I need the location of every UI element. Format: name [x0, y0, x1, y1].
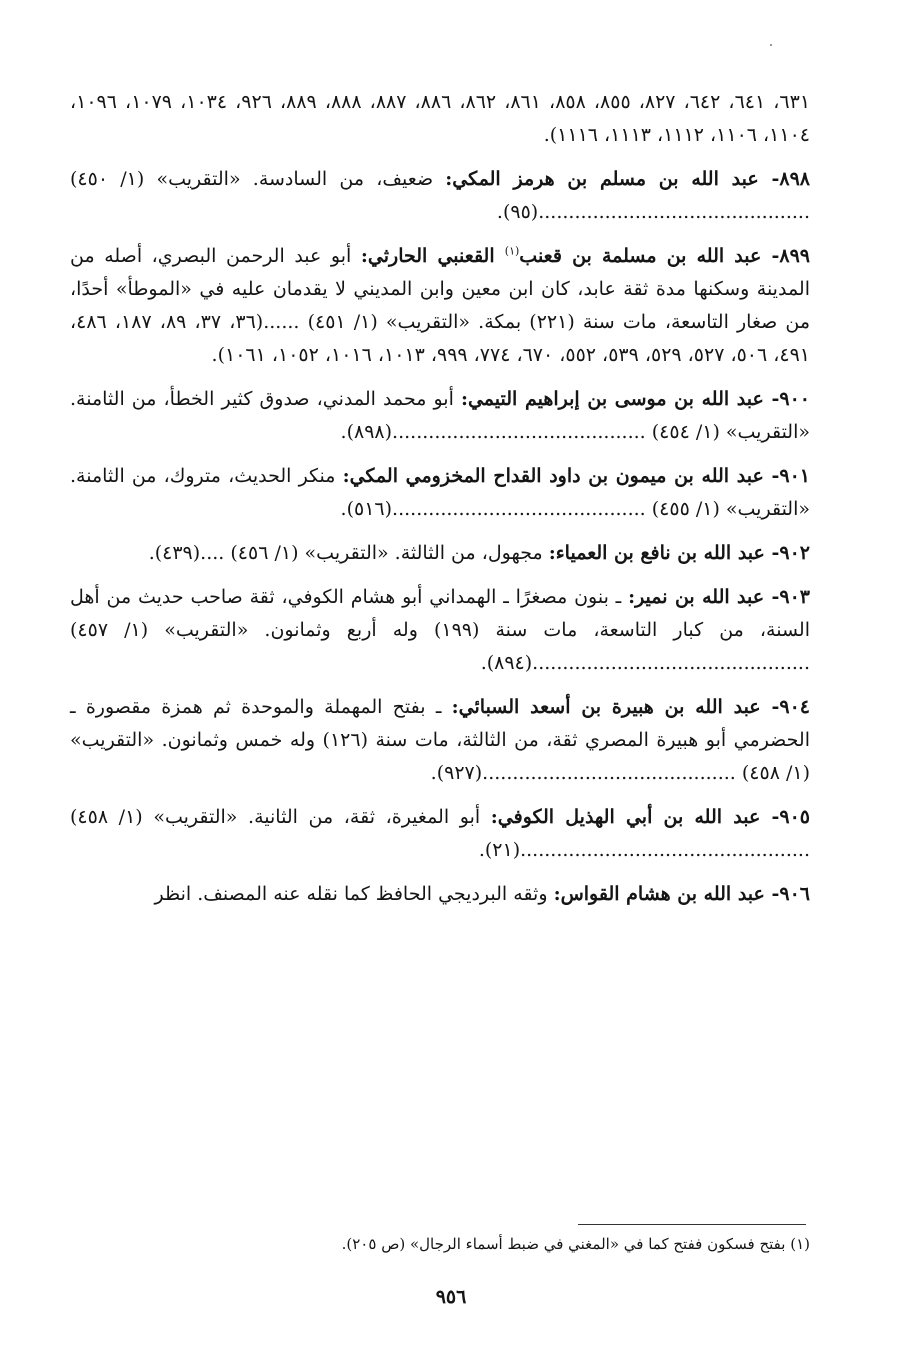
- entry-heading: ٨٩٩- عبد الله بن مسلمة بن قعنب: [519, 245, 810, 267]
- entry-905: [70, 801, 810, 867]
- entry-904: [70, 691, 810, 790]
- entry-body: مجهول، من الثالثة. «التقريب» (١/ ٤٥٦) ....(٤٣٩).: [148, 542, 549, 564]
- entry-heading: ٨٩٨- عبد الله بن مسلم بن هرمز المكي:: [445, 168, 810, 190]
- footnote: (١) بفتح فسكون ففتح كما في «المغني في ضبط أسماء الرجال» (ص ٢٠٥).: [341, 1235, 810, 1253]
- entry-body: ضعيف، من السادسة. «التقريب» (١/ ٤٥٠) .............................................(٩٥).: [70, 168, 810, 223]
- entry-900: [70, 383, 810, 449]
- page-number: ٩٥٦: [435, 1286, 467, 1308]
- entry-heading: ٩٠٦- عبد الله بن هشام القواس:: [553, 883, 810, 905]
- footnote-marker: (١): [504, 244, 520, 258]
- entry-heading-nisba: القعنبي الحارثي:: [360, 245, 505, 267]
- entry-902: [70, 537, 810, 570]
- entry-899: [70, 240, 810, 372]
- entry-body: أبو المغيرة، ثقة، من الثانية. «التقريب» (١/ ٤٥٨) ................................................(٢١).: [70, 806, 810, 861]
- entry-body: ٦٣١، ٦٤١، ٦٤٢، ٨٢٧، ٨٥٥، ٨٥٨، ٨٦١، ٨٦٢، ٨٨٦، ٨٨٧، ٨٨٨، ٨٨٩، ٩٢٦، ١٠٣٤، ١٠٧٩، ١٠٩٦، ١١٠٤، ١١٠٦، ١١١٢، ١١١٣، ١١١٦).: [70, 91, 811, 146]
- entry-continuation: [70, 86, 810, 152]
- entry-heading: ٩٠٤- عبد الله بن هبيرة بن أسعد السبائي:: [451, 696, 810, 718]
- entry-901: [70, 460, 810, 526]
- entry-body: ـ بفتح المهملة والموحدة ثم همزة مقصورة ـ الحضرمي أبو هبيرة المصري ثقة، من الثالثة، مات سنة (١٢٦) وله خمس وثمانون. «التقريب» (١/ ٤٥٨) ..........................................(٩٢٧).: [70, 696, 810, 784]
- entry-898: [70, 163, 810, 229]
- entry-body: وثقه البرديجي الحافظ كما نقله عنه المصنف. انظر: [154, 883, 554, 905]
- entry-heading: ٩٠٢- عبد الله بن نافع بن العمياء:: [548, 542, 810, 564]
- entry-body: أبو محمد المدني، صدوق كثير الخطأ، من الثامنة. «التقريب» (١/ ٤٥٤) ..........................................(٨٩٨).: [70, 388, 810, 443]
- entries-list: [70, 86, 810, 922]
- entry-body: ـ بنون مصغرًا ـ الهمداني أبو هشام الكوفي، ثقة صاحب حديث من أهل السنة، من كبار التاسعة، مات سنة (١٩٩) وله أربع وثمانون. «التقريب» (١/ ٤٥٧) ..............................................(٨٩٤).: [70, 586, 810, 674]
- entry-body: أبو عبد الرحمن البصري، أصله من المدينة وسكنها مدة ثقة عابد، كان ابن معين وابن المديني لا يقدمان عليه في «الموطأ» أحدًا، من صغار التاسعة، مات سنة (٢٢١) بمكة. «التقريب» (١/ ٤٥١) ......(٣٦، ٣٧، ٨٩، ١٨٧، ٤٨٦، ٤٩١، ٥٠٦، ٥٢٧، ٥٢٩، ٥٣٩، ٥٥٢، ٦٧٠، ٧٧٤، ٩٩٩، ١٠١٣، ١٠١٦، ١٠٥٢، ١٠٦١).: [70, 245, 811, 366]
- scan-speck: [770, 44, 772, 46]
- entry-heading: ٩٠٥- عبد الله بن أبي الهذيل الكوفي:: [490, 806, 810, 828]
- entry-heading: ٩٠١- عبد الله بن ميمون بن داود القداح المخزومي المكي:: [342, 465, 810, 487]
- entry-heading: ٩٠٠- عبد الله بن موسى بن إبراهيم التيمي:: [460, 388, 811, 410]
- entry-heading: ٩٠٣- عبد الله بن نمير:: [628, 586, 810, 608]
- entry-body: منكر الحديث، متروك، من الثامنة. «التقريب» (١/ ٤٥٥) ..........................................(٥١٦).: [70, 465, 810, 520]
- entry-906: [70, 878, 810, 911]
- footnote-divider: [578, 1224, 806, 1225]
- entry-903: [70, 581, 810, 680]
